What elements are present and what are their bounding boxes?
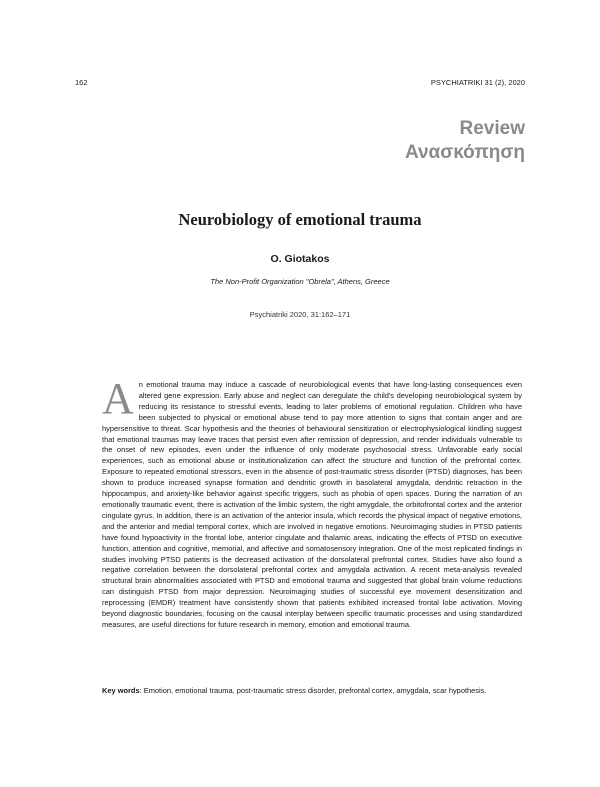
section-label-greek: Ανασκόπηση [404,142,525,163]
article-author: O. Giotakos [270,253,330,265]
abstract-drop-cap: A [102,374,134,423]
keywords-text: : Emotion, emotional trauma, post-traumatic stress disorder, prefrontal cortex, amygdala, scar hypothesis. [139,686,487,695]
article-citation: Psychiatriki 2020, 31:162–171 [249,310,351,319]
article-title: Neurobiology of emotional trauma [178,210,422,229]
abstract [102,374,522,631]
journal-reference: PSYCHIATRIKI 31 (2), 2020 [430,78,525,87]
abstract-text: n emotional trauma may induce a cascade of neurobiological events that have long-lasting consequences even altered gene expression. Early abuse and neglect can deregulate the child's developing neurobiological system by reducing its resistance to stressful events, leading to later problems of emotional regulation. Children who have been subjected to physical or emotional abuse tend to pay more attention to signs that contain anger and are hypersensitive to threat. Scar hypothesis and the theories of behavioural sensitization or electrophysiological kindling suggest that emotional traumas may leave traces that persist even after remission of depression, and render individuals vulnerable to the onset of new episodes, even under the influence of only moderate psychosocial stress. Unfavorable early social experiences, such as emotional abuse or institutionalization can affect the structure and function of the prefrontal cortex. Exposure to repeated emotional stressors, even in the absence of post-traumatic stress disorder (PTSD) diagnoses, has been shown to produce increased synapse formation and dendritic growth in basolateral amygdala, dendritic retraction in the hippocampus, and anxiety-like behavior against specific triggers, such as phobia of open spaces. During the narration of an emotionally traumatic event, there is activation of the limbic system, the right amygdale, the orbitofrontal cortex and the anterior cingulate gyrus. In addition, there is an activation of the anterior insula, which records the physical impact of negative emotions, and the anterior and medial temporal cortex, which are involved in negative emotions. Neuroimaging studies in PTSD patients have found hypoactivity in the frontal lobe, anterior cingulate and thalamic areas, indicating the effects of PTSD on executive function, attention and cognitive, memorial, and affective and somatosensory integration. One of the most replicated findings in studies involving PTSD patients is the decreased activation of the dorsolateral prefrontal cortex. Studies have also found a negative correlation between the dorsolateral prefrontal cortex and amygdala activation. A recent meta-analysis revealed structural brain abnormalities associated with PTSD and emotional trauma and suggested that global brain volume reductions can distinguish PTSD from major depression. Neuroimaging studies of successful eye movement desensitization and reprocessing (EMDR) treatment have consistently shown that patients exhibited increased frontal lobe activation. Moving beyond diagnostic boundaries, focusing on the causal interplay between specific traumatic processes and using standardized measures, are useful directions for future research in memory, emotion and emotional trauma. [102,380,522,629]
section-label-english: Review [459,118,525,139]
keywords [102,686,522,697]
keywords-label: Key words [102,686,140,695]
author-affiliation: The Non-Profit Organization "Obrela", Athens, Greece [210,277,390,286]
page-number: 162 [75,78,88,87]
